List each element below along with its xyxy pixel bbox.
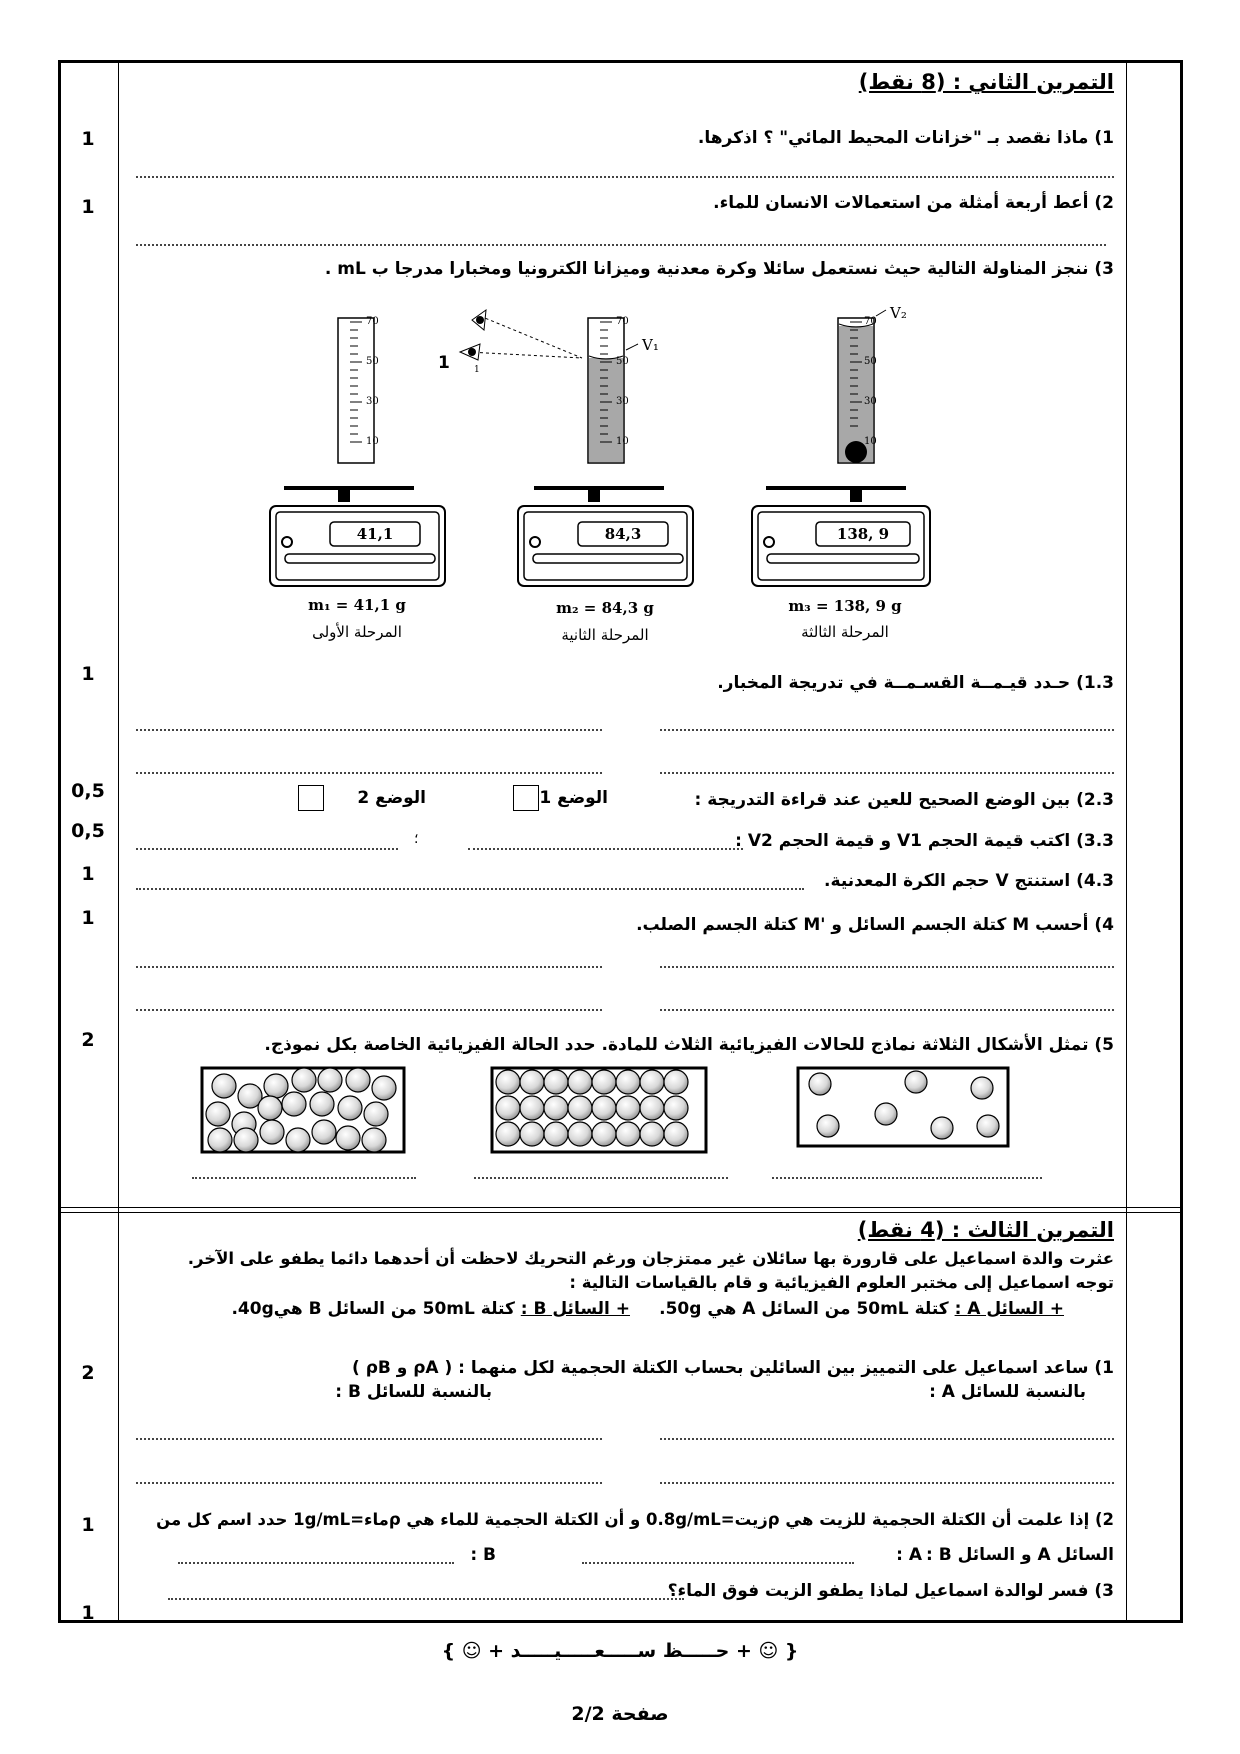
exercise3-q2-line1: 2) إذا علمت أن الكتلة الحجمية للزيت هي ρزيت=0.8g/mL و أن الكتلة الحجمية للماء هي ρماء=1g/mL حدد اسم كل من bbox=[156, 1510, 1114, 1529]
page-number: صفحة 2/2 bbox=[571, 1703, 669, 1725]
section-divider-double bbox=[58, 1212, 1183, 1213]
model-gas bbox=[798, 1068, 1008, 1146]
metal-ball bbox=[845, 441, 867, 463]
balance-stage3 bbox=[752, 486, 930, 586]
answer-line bbox=[772, 1177, 1042, 1179]
answer-line bbox=[136, 729, 602, 731]
score-ex3-q1: 2 bbox=[81, 1362, 95, 1384]
liquid-a-statement bbox=[659, 1298, 1064, 1320]
answer-line bbox=[136, 176, 1114, 178]
volume-v1-label: V₁ bbox=[642, 336, 659, 354]
tick-label: 30 bbox=[616, 396, 629, 407]
answer-line bbox=[660, 966, 1114, 968]
model-solid bbox=[492, 1068, 706, 1152]
score-q1: 1 bbox=[81, 128, 95, 150]
answer-line bbox=[468, 848, 743, 850]
score-column-divider bbox=[118, 60, 119, 1623]
cylinder-stage3 bbox=[838, 304, 907, 463]
answer-line bbox=[136, 848, 398, 850]
score-q4: 1 bbox=[81, 907, 95, 929]
mass-stage2: m₂ = 84,3 g bbox=[556, 599, 654, 617]
liquid-b-text: كتلة 50mL من السائل B هي40g. bbox=[231, 1299, 521, 1319]
exercise2-q4: 4) أحسب M كتلة الجسم السائل و 'M كتلة الجسم الصلب. bbox=[636, 915, 1114, 935]
exercise3-q2-line2: السائل A و السائل B : bbox=[925, 1545, 1114, 1565]
score-q3-3: 0,5 bbox=[71, 820, 105, 842]
answer-line bbox=[136, 1438, 602, 1440]
cylinder-stage1 bbox=[338, 316, 379, 463]
answer-line bbox=[660, 772, 1114, 774]
eye-small-label: 1 bbox=[474, 365, 480, 375]
tick-label: 50 bbox=[616, 356, 629, 367]
answer-line bbox=[660, 1482, 1114, 1484]
option-position-2-label: الوضع 2 bbox=[357, 788, 426, 808]
balance-display-1: 41,1 bbox=[356, 525, 394, 543]
balance-stage2 bbox=[518, 486, 693, 586]
stage3-label: المرحلة الثالثة bbox=[801, 623, 889, 641]
sight-line-2 bbox=[480, 316, 582, 358]
liquid-b-statement bbox=[231, 1298, 630, 1320]
exercise3-q2-b: B : bbox=[470, 1545, 496, 1565]
tick-label: 50 bbox=[366, 356, 379, 367]
tick-label: 70 bbox=[366, 316, 379, 327]
stage2-label: المرحلة الثانية bbox=[561, 626, 649, 644]
mass-stage1: m₁ = 41,1 g bbox=[308, 596, 406, 614]
exercise2-q1: 1) ماذا نقصد بـ "خزانات المحيط المائي" ؟ اذكرها. bbox=[697, 128, 1114, 148]
answer-line bbox=[660, 1438, 1114, 1440]
stage1-label: المرحلة الأولى bbox=[312, 623, 402, 641]
states-of-matter-figure bbox=[198, 1066, 1020, 1158]
right-margin-divider bbox=[1126, 60, 1127, 1623]
separator: ؛ bbox=[414, 831, 419, 847]
score-ex3-q3: 1 bbox=[81, 1602, 95, 1624]
score-ex3-q2: 1 bbox=[81, 1514, 95, 1536]
liquid-a-text: كتلة 50mL من السائل A هي 50g. bbox=[659, 1299, 955, 1319]
balance-display-2: 84,3 bbox=[604, 525, 642, 543]
tick-label: 10 bbox=[366, 436, 379, 447]
tick-label: 50 bbox=[864, 356, 877, 367]
tick-label: 70 bbox=[864, 316, 877, 327]
answer-line bbox=[136, 1482, 602, 1484]
answer-line bbox=[136, 244, 1106, 246]
balance-figure bbox=[250, 300, 990, 660]
balance-display-3: 138, 9 bbox=[836, 525, 890, 543]
answer-line bbox=[168, 1598, 684, 1600]
exercise3-q2-a: A : bbox=[896, 1545, 922, 1565]
exercise2-q3: 3) ننجز المناولة التالية حيث نستعمل سائلا وكرة معدنية وميزانا الكترونيا ومخبارا مدرجا ب mL . bbox=[324, 259, 1114, 279]
answer-line bbox=[474, 1177, 728, 1179]
answer-line bbox=[660, 1009, 1114, 1011]
tick-label: 10 bbox=[616, 436, 629, 447]
cylinder-stage2 bbox=[438, 300, 659, 463]
answer-line bbox=[136, 966, 602, 968]
option-position-1-label: الوضع 1 bbox=[539, 788, 608, 808]
exercise3-q1-for-b: بالنسبة للسائل B : bbox=[335, 1382, 492, 1402]
section-divider bbox=[58, 1207, 1183, 1208]
exercise3-q3: 3) فسر لوالدة اسماعيل لماذا يطفو الزيت فوق الماء؟ bbox=[667, 1581, 1114, 1601]
exercise3-title: التمرين الثالث : (4 نقط) bbox=[857, 1218, 1114, 1242]
liquid-b-label: + السائل B : bbox=[520, 1299, 630, 1319]
balance-stage1 bbox=[270, 486, 445, 586]
model-liquid bbox=[202, 1068, 404, 1152]
exercise2-q2: 2) أعط أربعة أمثلة من استعمالات الانسان للماء. bbox=[713, 193, 1114, 213]
score-q5: 2 bbox=[81, 1029, 95, 1051]
mass-stage3: m₃ = 138, 9 g bbox=[788, 597, 902, 615]
answer-line bbox=[136, 772, 602, 774]
tick-label: 10 bbox=[864, 436, 877, 447]
footer-motto: { ☺ + حـــــظ ســـــعـــــيـــــد + ☺ } bbox=[441, 1640, 799, 1662]
score-q2: 1 bbox=[81, 196, 95, 218]
checkbox-position-1[interactable] bbox=[513, 785, 539, 811]
tick-label: 70 bbox=[616, 316, 629, 327]
checkbox-position-2[interactable] bbox=[298, 785, 324, 811]
exercise3-q1: 1) ساعد اسماعيل على التمييز بين السائلين بحساب الكتلة الحجمية لكل منهما : ( ρA و ρB ) bbox=[352, 1358, 1114, 1378]
volume-v2-label: V₂ bbox=[890, 304, 907, 322]
score-q3-1: 1 bbox=[81, 663, 95, 685]
score-q3-2: 0,5 bbox=[71, 780, 105, 802]
exercise3-intro-2: توجه اسماعيل إلى مختبر العلوم الفيزيائية و قام بالقياسات التالية : bbox=[569, 1273, 1114, 1292]
answer-line bbox=[136, 888, 804, 890]
exercise3-q1-for-a: بالنسبة للسائل A : bbox=[929, 1382, 1086, 1402]
sight-line-1 bbox=[468, 352, 582, 358]
liquid-a-label: + السائل A : bbox=[954, 1299, 1064, 1319]
exercise2-title: التمرين الثاني : (8 نقط) bbox=[858, 70, 1114, 94]
exercise2-q3-4: 4.3) استنتج V حجم الكرة المعدنية. bbox=[824, 871, 1114, 891]
exercise2-q5: 5) تمثل الأشكال الثلاثة نماذج للحالات الفيزيائية الثلاث للمادة. حدد الحالة الفيزيائية الخاصة بكل نموذج. bbox=[264, 1035, 1114, 1055]
exercise2-q3-1: 1.3) حـدد قيـمــة القسـمــة في تدريجة المخبار. bbox=[717, 673, 1114, 693]
eye-position-1-label: 1 bbox=[438, 353, 450, 373]
exercise3-intro-1: عثرت والدة اسماعيل على قارورة بها سائلان غير ممتزجان ورغم التحريك لاحظت أن أحدهما دائما يطفو على الآخر. bbox=[187, 1249, 1114, 1268]
tick-label: 30 bbox=[864, 396, 877, 407]
answer-line bbox=[136, 1009, 602, 1011]
answer-line bbox=[178, 1562, 454, 1564]
exercise2-q3-3: 3.3) اكتب قيمة الحجم V1 و قيمة الحجم V2 : bbox=[735, 831, 1114, 851]
tick-label: 30 bbox=[366, 396, 379, 407]
answer-line bbox=[582, 1562, 854, 1564]
answer-line bbox=[192, 1177, 416, 1179]
answer-line bbox=[660, 729, 1114, 731]
exercise2-q3-2: 2.3) بين الوضع الصحيح للعين عند قراءة التدريجة : bbox=[694, 790, 1114, 810]
score-q3-4: 1 bbox=[81, 863, 95, 885]
